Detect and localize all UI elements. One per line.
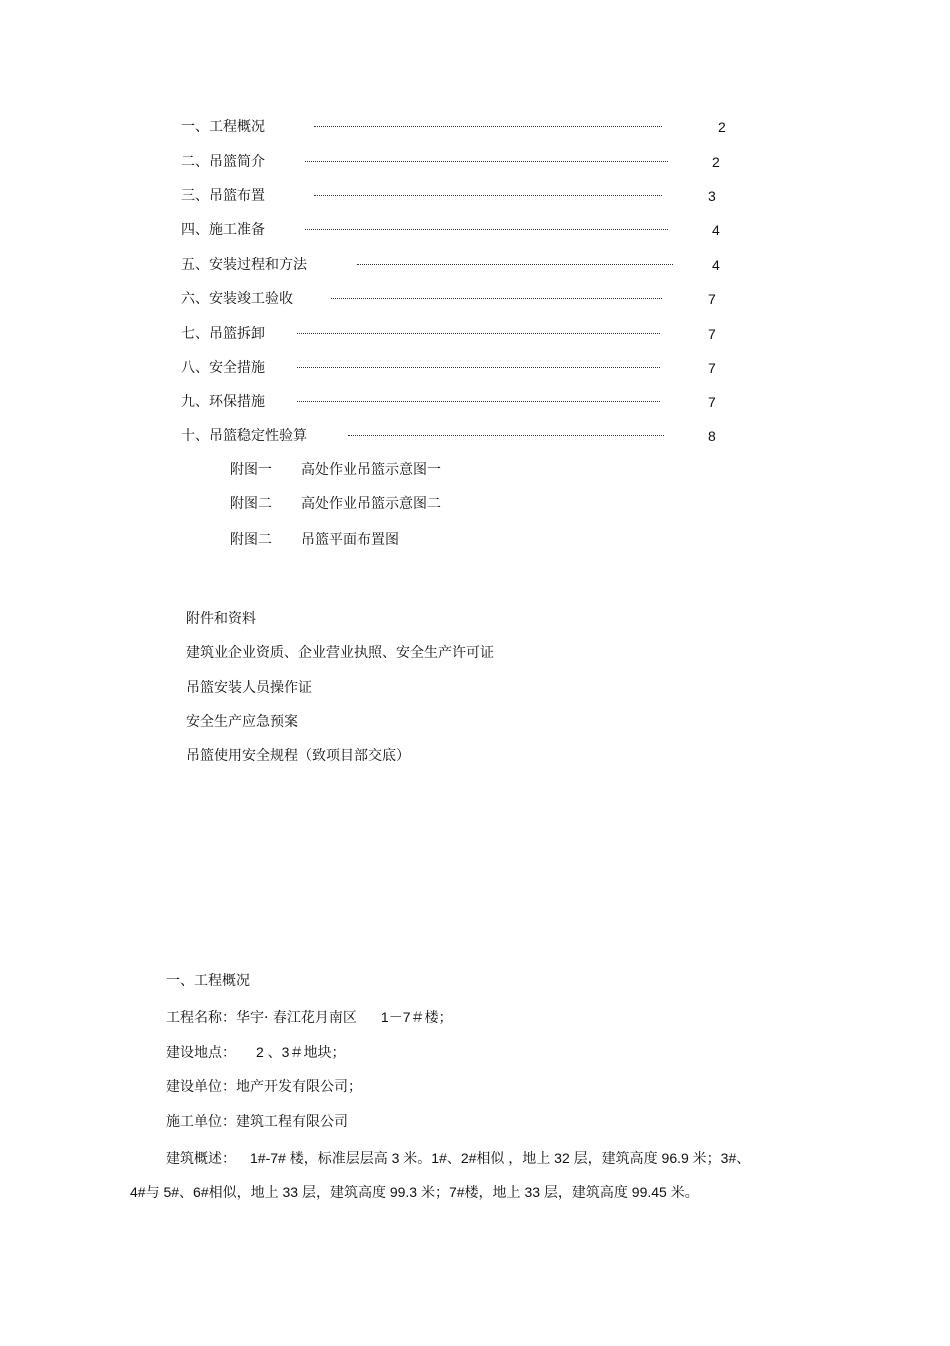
toc-page-number: 7 xyxy=(708,360,716,376)
toc-title: 四、施工准备 xyxy=(181,222,265,238)
project-name-line xyxy=(166,1008,452,1027)
owner-line xyxy=(166,1078,362,1096)
owner-value: 地产开发有限公司； xyxy=(236,1079,362,1095)
toc-row[interactable] xyxy=(0,221,950,239)
owner-label: 建设单位： xyxy=(166,1079,236,1095)
overview-continuation: 4#与 5#、6#相似，地上 33 层，建筑高度 99.3 米；7#楼，地上 33 层，建筑高度 99.45 米。 xyxy=(130,1184,699,1200)
toc-figure-item[interactable] xyxy=(230,461,441,479)
appendix-item: 吊篮使用安全规程（致项目部交底） xyxy=(186,748,410,764)
figure-label: 附图二 xyxy=(230,532,272,548)
toc-row[interactable] xyxy=(0,187,950,205)
toc-title: 六、安装竣工验收 xyxy=(181,291,293,307)
toc-row[interactable] xyxy=(0,153,950,171)
toc-leader-dots xyxy=(305,161,668,162)
toc-row[interactable] xyxy=(0,325,950,343)
toc-page-number: 7 xyxy=(708,394,716,410)
location-label: 建设地点： xyxy=(166,1045,236,1061)
toc-row[interactable] xyxy=(0,359,950,377)
toc-leader-dots xyxy=(348,435,664,436)
appendix-item: 建筑业企业资质、企业营业执照、安全生产许可证 xyxy=(186,645,494,661)
toc-page-number: 3 xyxy=(708,188,716,204)
appendix-heading: 附件和资料 xyxy=(186,611,256,627)
toc-leader-dots xyxy=(297,333,660,334)
toc-leader-dots xyxy=(331,298,662,299)
toc-title: 七、吊篮拆卸 xyxy=(181,326,265,342)
toc-page-number: 4 xyxy=(712,257,720,273)
toc-page-number: 4 xyxy=(712,222,720,238)
toc-leader-dots xyxy=(297,367,660,368)
location-line xyxy=(166,1043,345,1062)
figure-label: 附图一 xyxy=(230,462,272,478)
toc-title: 一、工程概况 xyxy=(181,119,265,135)
toc-row[interactable] xyxy=(0,427,950,445)
toc-row[interactable] xyxy=(0,393,950,411)
toc-page-number: 8 xyxy=(708,428,716,444)
toc-page-number: 2 xyxy=(718,119,726,135)
figure-name: 高处作业吊篮示意图一 xyxy=(301,462,441,478)
toc-figure-item[interactable] xyxy=(230,531,399,549)
figure-name: 吊篮平面布置图 xyxy=(301,532,399,548)
overview-line xyxy=(166,1149,750,1168)
toc-title: 二、吊篮简介 xyxy=(181,154,265,170)
contractor-value: 建筑工程有限公司 xyxy=(236,1114,348,1130)
toc-leader-dots xyxy=(314,195,662,196)
project-name-value: 华宇· 春江花月南区 xyxy=(236,1010,357,1026)
section-heading: 一、工程概况 xyxy=(166,973,250,989)
toc-row[interactable] xyxy=(0,256,950,274)
toc-leader-dots xyxy=(297,401,660,402)
toc-title: 三、吊篮布置 xyxy=(181,188,265,204)
toc-row[interactable] xyxy=(0,118,950,136)
contractor-label: 施工单位： xyxy=(166,1114,236,1130)
appendix-item: 吊篮安装人员操作证 xyxy=(186,680,312,696)
toc-row[interactable] xyxy=(0,290,950,308)
appendix-item: 安全生产应急预案 xyxy=(186,714,298,730)
toc-leader-dots xyxy=(314,126,662,127)
location-value: 2 、3＃地块； xyxy=(256,1044,346,1060)
toc-page-number: 7 xyxy=(708,291,716,307)
toc-title: 九、环保措施 xyxy=(181,394,265,410)
toc-title: 八、安全措施 xyxy=(181,360,265,376)
figure-label: 附图二 xyxy=(230,496,272,512)
overview-label: 建筑概述： xyxy=(166,1151,236,1167)
project-name-label: 工程名称： xyxy=(166,1010,236,1026)
toc-title: 十、吊篮稳定性验算 xyxy=(181,428,307,444)
contractor-line xyxy=(166,1113,348,1131)
overview-text: 1#-7# 楼，标准层层高 3 米。1#、2#相似 ，地上 32 层，建筑高度 96.9 米；3#、 xyxy=(250,1150,751,1166)
toc-page-number: 2 xyxy=(712,154,720,170)
project-building-range: 1－7＃楼； xyxy=(380,1009,453,1025)
toc-leader-dots xyxy=(305,229,668,230)
figure-name: 高处作业吊篮示意图二 xyxy=(301,496,441,512)
toc-title: 五、安装过程和方法 xyxy=(181,257,307,273)
toc-page-number: 7 xyxy=(708,326,716,342)
toc-figure-item[interactable] xyxy=(230,495,441,513)
toc-leader-dots xyxy=(357,264,673,265)
